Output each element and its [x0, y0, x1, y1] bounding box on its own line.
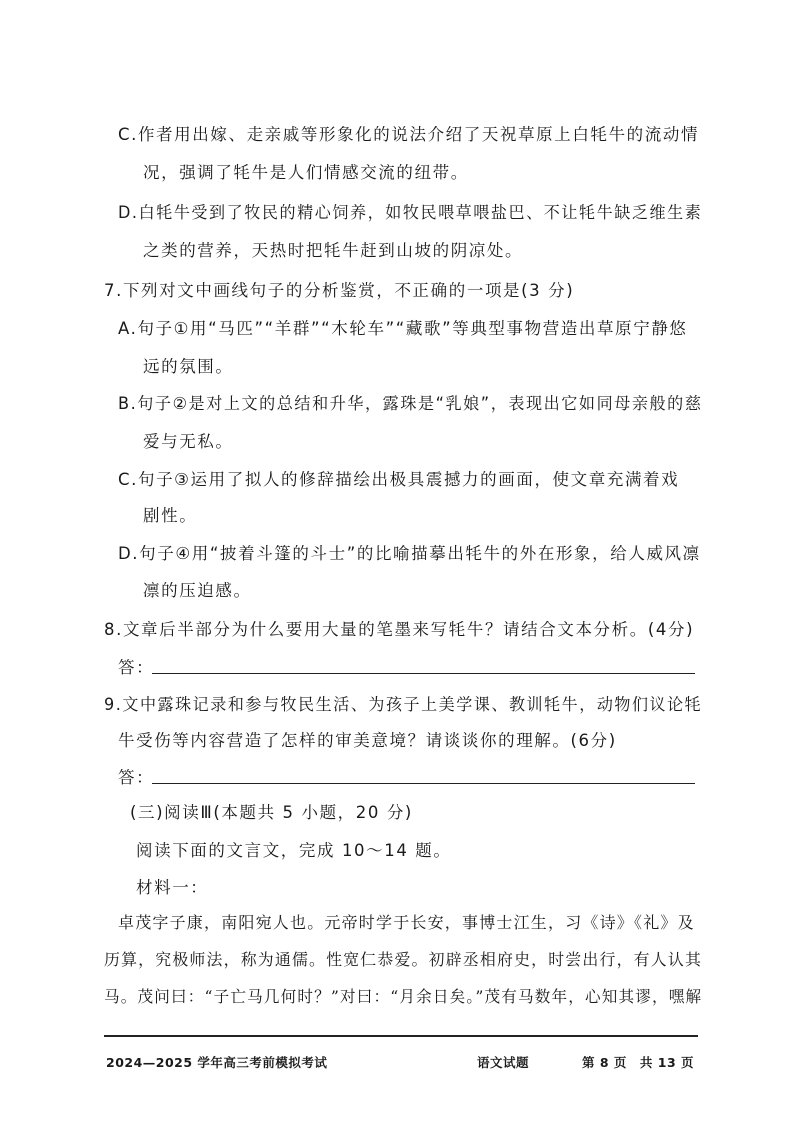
- q9-answer-line[interactable]: [152, 783, 695, 784]
- footer-exam-name: 2024—2025 学年高三考前模拟考试: [106, 1055, 328, 1070]
- q9-answer-label: 答：: [118, 768, 155, 787]
- q7-option-b-line1: B.句子②是对上文的总结和升华，露珠是“乳娘”，表现出它如同母亲般的慈: [118, 394, 703, 413]
- q7-option-d-line2: 凛的压迫感。: [143, 581, 252, 600]
- footer-page-number: 第 8 页 共 13 页: [582, 1055, 694, 1070]
- q6-option-c-line1: C.作者用出嫁、走亲戚等形象化的说法介绍了天祝草原上白牦牛的流动情: [118, 125, 700, 144]
- footer-subject: 语文试题: [477, 1055, 530, 1070]
- q8-stem: 8.文章后半部分为什么要用大量的笔墨来写牦牛？请结合文本分析。(4分): [104, 620, 695, 639]
- q7-option-a-line2: 远的氛围。: [143, 357, 234, 376]
- q6-option-d-line2: 之类的营养，天热时把牦牛赶到山坡的阴凉处。: [143, 241, 524, 260]
- q7-option-b-line2: 爱与无私。: [143, 432, 234, 451]
- footer-divider: [104, 1035, 698, 1037]
- q7-stem: 7.下列对文中画线句子的分析鉴赏，不正确的一项是(3 分): [104, 281, 575, 300]
- q7-option-a-line1: A.句子①用“马匹”“羊群”“木轮车”“藏歌”等典型事物营造出草原宁静悠: [118, 319, 688, 338]
- classical-text-line3: 马。茂问曰：“子亡马几何时？”对曰：“月余日矣。”茂有马数年，心知其谬，嘿解: [104, 987, 703, 1006]
- section3-instruction: 阅读下面的文言文，完成 10～14 题。: [136, 841, 452, 860]
- q9-stem-line1: 9.文中露珠记录和参与牧民生活、为孩子上美学课、教训牦牛，动物们议论牦: [104, 695, 703, 714]
- material-label: 材料一：: [136, 878, 209, 897]
- q6-option-d-line1: D.白牦牛受到了牧民的精心饲养，如牧民喂草喂盐巴、不让牦牛缺乏维生素: [118, 203, 703, 222]
- q7-option-c-line2: 剧性。: [143, 506, 198, 525]
- section3-heading: (三)阅读Ⅲ(本题共 5 小题，20 分): [130, 803, 413, 822]
- q8-answer-label: 答：: [118, 658, 155, 677]
- q7-option-d-line1: D.句子④用“披着斗篷的斗士”的比喻描摹出牦牛的外在形象，给人威风凛: [118, 544, 701, 563]
- classical-text-line1: 卓茂字子康，南阳宛人也。元帝时学于长安，事博士江生，习《诗》《礼》及: [118, 913, 695, 932]
- classical-text-line2: 历算，究极师法，称为通儒。性宽仁恭爱。初辟丞相府史，时尝出行，有人认其: [104, 950, 703, 969]
- q7-option-c-line1: C.句子③运用了拟人的修辞描绘出极具震撼力的画面，使文章充满着戏: [118, 470, 680, 489]
- q6-option-c-line2: 况，强调了牦牛是人们情感交流的纽带。: [143, 163, 469, 182]
- q8-answer-line[interactable]: [152, 673, 695, 674]
- q9-stem-line2: 牛受伤等内容营造了怎样的审美意境？请谈谈你的理解。(6分): [118, 731, 617, 750]
